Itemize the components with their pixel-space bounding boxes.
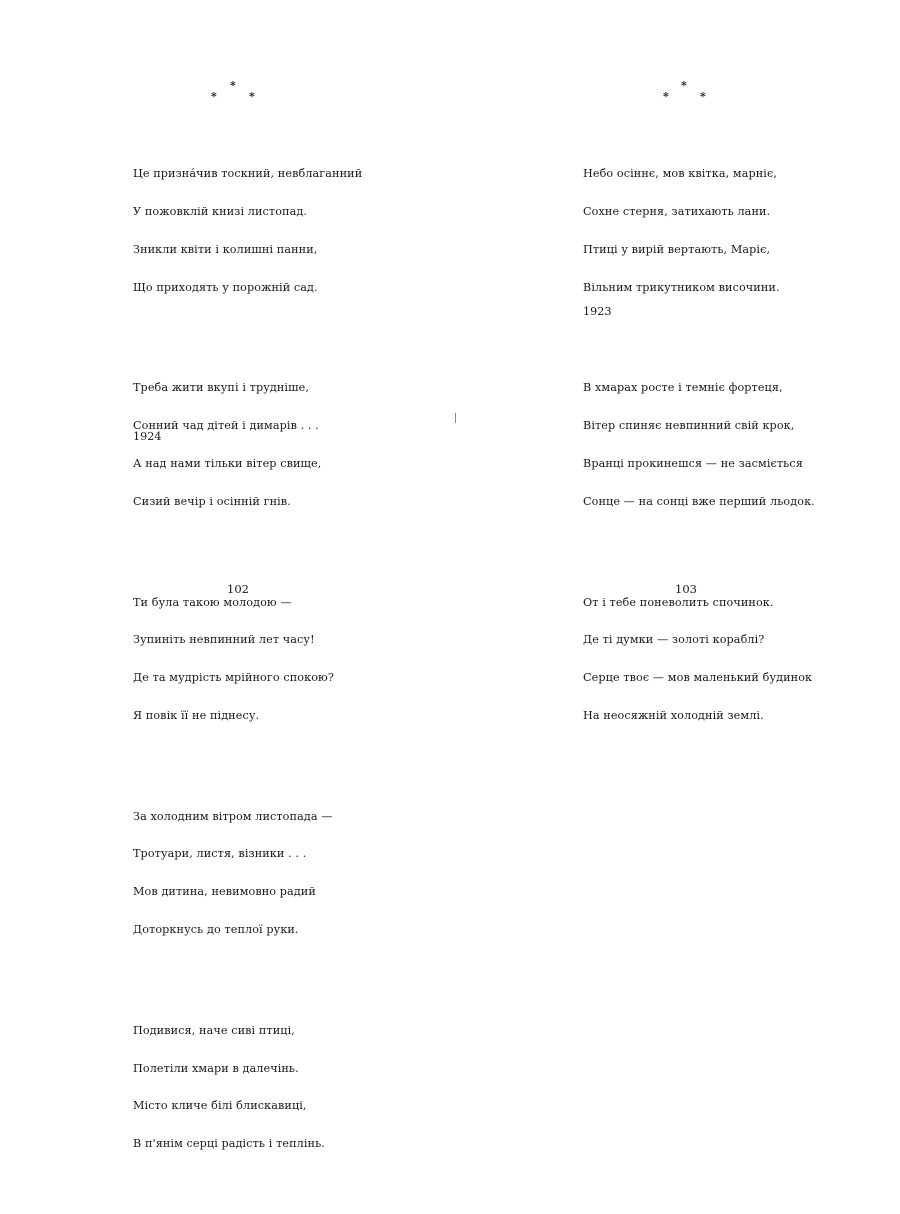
poem-line: От і тебе поневолить спочинок. bbox=[583, 595, 774, 609]
poem-line: На неосяжній холодній землі. bbox=[583, 708, 764, 722]
poem-line: Це призна́чив тоскний, невблаганний bbox=[133, 167, 363, 181]
asterism-ornament bbox=[654, 80, 714, 104]
poem-line: Де та мудрість мрійного спокою? bbox=[133, 671, 334, 685]
poem-line: Небо осіннє, мов квітка, марніє, bbox=[583, 167, 777, 181]
poem-line: За холодним вітром листопада — bbox=[133, 809, 333, 823]
poem-line: Птиці у вирій вертають, Маріє, bbox=[583, 242, 771, 256]
poem-line: Вітер спиняє невпинний свій крок, bbox=[583, 419, 795, 433]
star-icon: * bbox=[681, 79, 687, 92]
poem-line: У пожовклій книзі листопад. bbox=[133, 205, 308, 219]
page-number: 102 bbox=[227, 582, 249, 596]
stanza bbox=[133, 571, 362, 747]
stanza bbox=[133, 785, 362, 961]
poem-line: Полетіли хмари в далечінь. bbox=[133, 1061, 299, 1075]
stanza bbox=[583, 571, 815, 747]
right-page bbox=[450, 0, 900, 722]
poem-line: А над нами тільки вітер свище, bbox=[133, 457, 322, 471]
poem-year: 1923 bbox=[583, 305, 612, 318]
left-page bbox=[0, 0, 450, 1151]
poem-line: Подивися, наче сиві птиці, bbox=[133, 1023, 295, 1037]
stanza bbox=[133, 357, 362, 533]
star-icon: * bbox=[663, 90, 669, 103]
stanza bbox=[583, 143, 815, 319]
poem-line: Сонний чад дітей і димарів . . . bbox=[133, 419, 319, 433]
poem-line: Доторкнусь до теплої руки. bbox=[133, 923, 299, 936]
poem-line: Сохне стерня, затихають лани. bbox=[583, 205, 771, 219]
poem-line: Зникли квіти і колишні панни, bbox=[133, 242, 318, 256]
poem-line: Треба жити вкупі і трудніше, bbox=[133, 381, 309, 395]
poem-line: Де ті думки — золоті кораблі? bbox=[583, 633, 765, 647]
poem-line: Ти була такою молодою — bbox=[133, 595, 292, 609]
poem-line: Тротуари, листя, візники . . . bbox=[133, 847, 307, 861]
asterism-ornament bbox=[203, 80, 263, 104]
stanza bbox=[133, 1000, 362, 1176]
poem-line: Мов дитина, невимовно радий bbox=[133, 885, 316, 899]
page-number: 103 bbox=[675, 582, 697, 596]
star-icon: * bbox=[249, 90, 255, 103]
poem-text bbox=[133, 118, 362, 1214]
poem-year: 1924 bbox=[133, 430, 162, 443]
poem-text bbox=[583, 118, 815, 785]
poem-line: В п'янім серці радість і теплінь. bbox=[133, 1137, 325, 1151]
star-icon: * bbox=[211, 90, 217, 103]
poem-line: Вільним трикутником височини. bbox=[583, 280, 780, 294]
poem-line: Що приходять у порожній сад. bbox=[133, 280, 318, 294]
stanza bbox=[133, 143, 362, 319]
poem-line: Серце твоє — мов маленький будинок bbox=[583, 671, 813, 685]
poem-line: Зупиніть невпинний лет часу! bbox=[133, 633, 315, 647]
poem-line: Вранці прокинешся — не засміється bbox=[583, 457, 803, 471]
poem-line: Сизий вечір і осінній гнів. bbox=[133, 494, 291, 508]
star-icon: * bbox=[230, 79, 236, 92]
poem-line: Сонце — на сонці вже перший льодок. bbox=[583, 494, 815, 508]
poem-line: Я повік її не піднесу. bbox=[133, 708, 260, 722]
poem-line: В хмарах росте і темніє фортеця, bbox=[583, 381, 783, 395]
poem-line: Місто кличе білі блискавиці, bbox=[133, 1099, 307, 1113]
stanza bbox=[583, 357, 815, 533]
star-icon: * bbox=[700, 90, 706, 103]
